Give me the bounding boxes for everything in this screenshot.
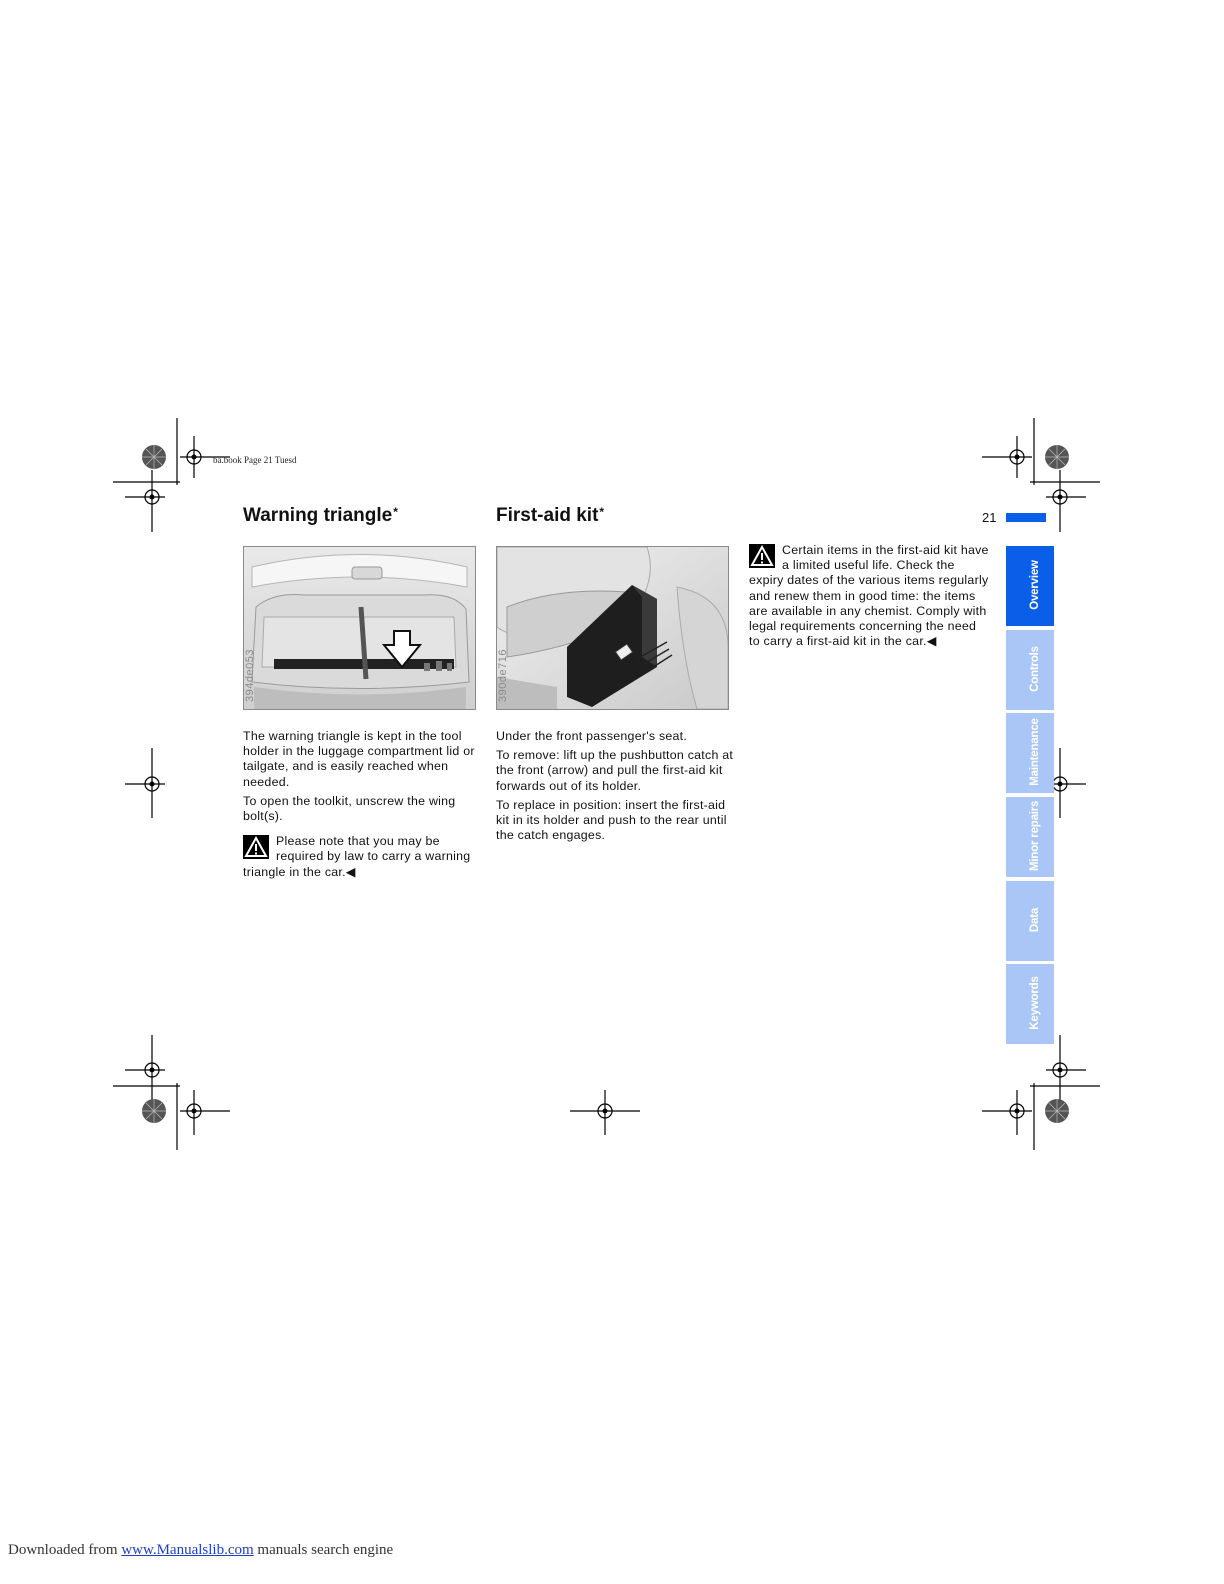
warning-triangle-text — [243, 729, 483, 880]
footer-suffix: manuals search engine — [257, 1542, 394, 1558]
paragraph: The warning triangle is kept in the tool holder in the luggage compartment lid or tailgate, and is easily reached when needed. — [243, 729, 475, 789]
tab-overview[interactable] — [1006, 546, 1054, 626]
warning-icon — [243, 835, 269, 859]
paragraph: To remove: lift up the pushbutton catch at the front (arrow) and pull the first-aid kit forwards out of its holder. — [496, 748, 734, 793]
warning-triangle-heading: Warning triangle* — [243, 505, 398, 526]
figure-code: 390de716 — [497, 649, 509, 702]
page-number-bar — [1006, 513, 1046, 522]
download-footer — [8, 1542, 393, 1559]
tab-label: Controls — [1029, 646, 1041, 692]
trunk-lid-illustration — [244, 547, 475, 709]
tab-data[interactable] — [1006, 881, 1054, 961]
tab-maintenance[interactable] — [1006, 713, 1054, 793]
manualslib-link[interactable]: www.Manualslib.com — [121, 1542, 254, 1558]
first-aid-kit-heading: First-aid kit* — [496, 505, 605, 526]
warning-icon — [749, 544, 775, 568]
tab-label: Data — [1029, 907, 1041, 933]
tab-minor-repairs[interactable] — [1006, 797, 1054, 877]
tab-keywords[interactable] — [1006, 964, 1054, 1044]
warning-triangle-figure — [243, 546, 476, 710]
tab-label: Keywords — [1029, 976, 1041, 1030]
figure-code: 394de053 — [244, 649, 256, 702]
page-number: 21 — [982, 510, 997, 525]
book-slug: ba.book Page 21 Tuesd — [213, 455, 297, 465]
first-aid-note-text: Certain items in the first-aid kit have a limited useful life. Check the expiry dates of the various items regularly and renew them in good time: the items are available in any chemist. Comply with legal requirements concerning the need to carry a first-aid kit in the car.◀ — [749, 543, 989, 649]
warning-note — [243, 834, 483, 880]
tab-label: Maintenance — [1029, 718, 1041, 786]
first-aid-note — [749, 543, 989, 649]
tab-label: Overview — [1029, 560, 1041, 610]
paragraph: To replace in position: insert the first-aid kit in its holder and push to the rear until the catch engages. — [496, 797, 727, 843]
warning-note-text: Please note that you may be required by law to carry a warning triangle in the car.◀ — [243, 834, 471, 879]
first-aid-kit-figure — [496, 546, 729, 710]
tab-label: Minor repairs — [1029, 800, 1041, 871]
tab-controls[interactable] — [1006, 630, 1054, 710]
paragraph: To open the toolkit, unscrew the wing bolt(s). — [243, 793, 456, 824]
first-aid-kit-text — [496, 729, 738, 847]
footer-prefix: Downloaded from — [8, 1542, 118, 1558]
paragraph: Under the front passenger's seat. — [496, 729, 688, 743]
first-aid-kit-illustration — [497, 547, 728, 709]
